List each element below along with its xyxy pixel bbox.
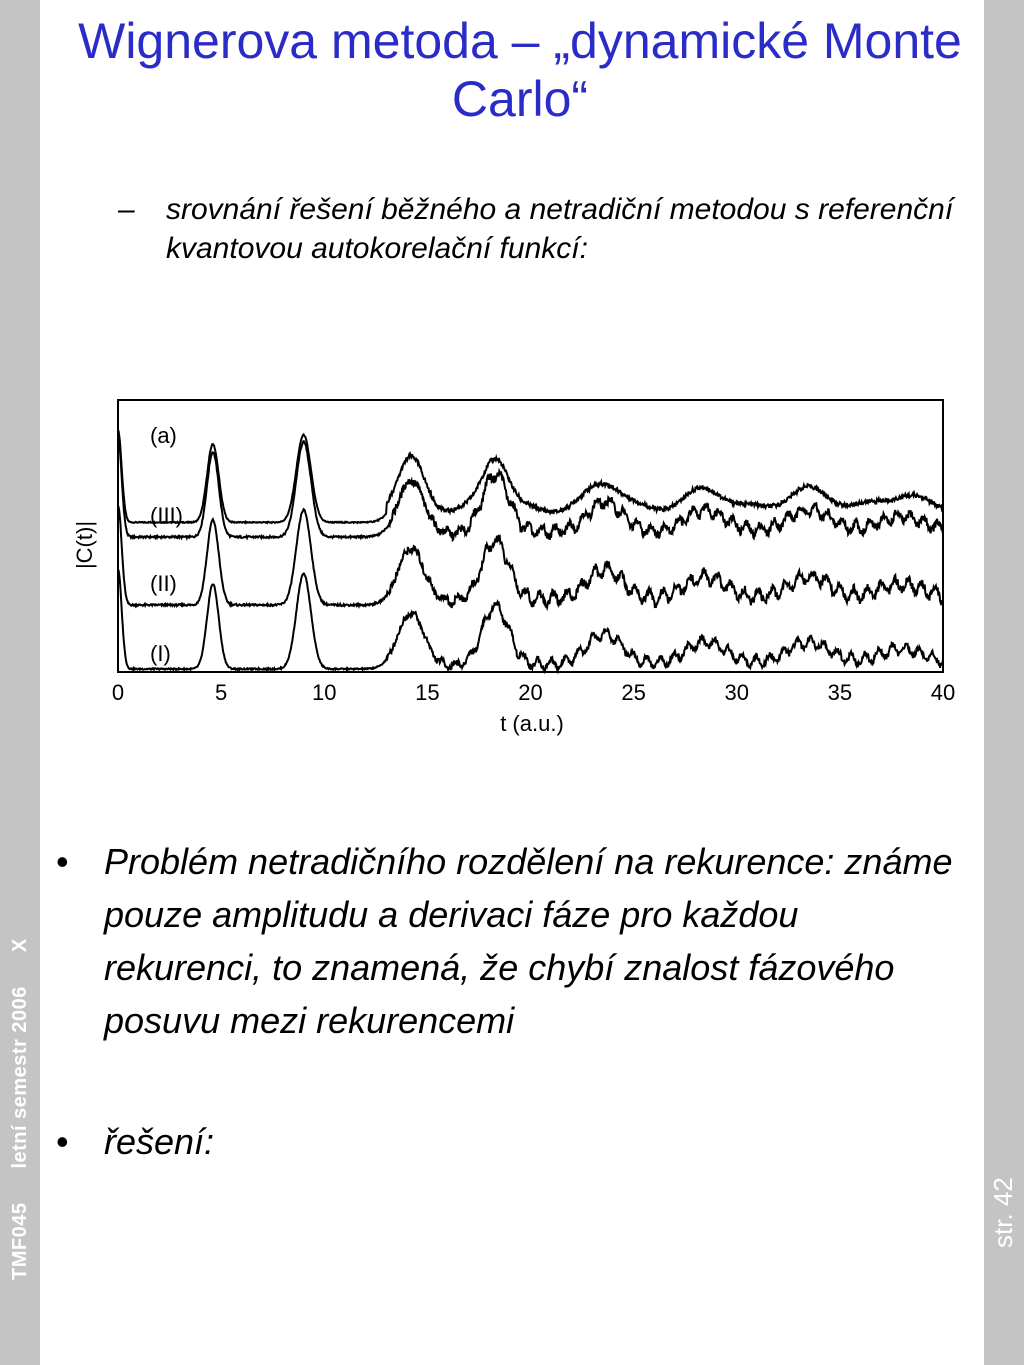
course-info bbox=[9, 938, 32, 1280]
bullet-list bbox=[56, 835, 956, 1168]
bullet-marker: • bbox=[56, 841, 69, 882]
series-line bbox=[118, 506, 943, 608]
x-tick-label: 40 bbox=[930, 680, 956, 705]
x-tick-label: 30 bbox=[724, 680, 749, 705]
curve-label: (I) bbox=[150, 641, 171, 666]
x-tick-label: 5 bbox=[215, 680, 228, 705]
bullet-item bbox=[56, 835, 956, 1047]
series-line bbox=[118, 431, 943, 523]
curve-label: (a) bbox=[150, 423, 177, 448]
curve-label: (II) bbox=[150, 571, 177, 596]
subpoint-dash: – bbox=[118, 193, 135, 226]
bullet-text: Problém netradičního rozdělení na rekurence: známe pouze amplitudu a derivaci fáze pro každou rekurenci, to znamená, že chybí znalost fázového posuvu mezi rekurencemi bbox=[104, 841, 953, 1041]
x-tick-label: 10 bbox=[312, 680, 337, 705]
mark-label: X bbox=[9, 938, 31, 953]
bullet-text: řešení: bbox=[104, 1121, 215, 1162]
x-tick-label: 35 bbox=[827, 680, 853, 705]
page-number: str. 42 bbox=[988, 1177, 1018, 1248]
bullet-item bbox=[56, 1115, 956, 1168]
autocorrelation-chart bbox=[60, 385, 980, 745]
semester-label: letní semestr 2006 bbox=[9, 986, 31, 1169]
subpoint-text: srovnání řešení běžného a netradiční metodou s referenční kvantovou autokorelační funkcí: bbox=[166, 193, 954, 265]
x-axis-label: t (a.u.) bbox=[500, 711, 564, 736]
x-tick-label: 15 bbox=[415, 680, 440, 705]
slide-title: Wignerova metoda – „dynamické Monte Carlo“ bbox=[78, 13, 962, 127]
series-line bbox=[118, 438, 943, 540]
bullet-marker: • bbox=[56, 1121, 69, 1162]
curve-label: (III) bbox=[150, 503, 183, 528]
subpoint bbox=[118, 190, 978, 268]
right-sidebar bbox=[984, 0, 1024, 1365]
plot-frame bbox=[118, 400, 943, 672]
y-axis-label: |C(t)| bbox=[72, 520, 97, 570]
x-tick-label: 0 bbox=[111, 680, 125, 705]
course-code: TMF045 bbox=[9, 1202, 31, 1280]
x-tick-label: 20 bbox=[518, 680, 543, 705]
x-tick-label: 25 bbox=[621, 680, 646, 705]
